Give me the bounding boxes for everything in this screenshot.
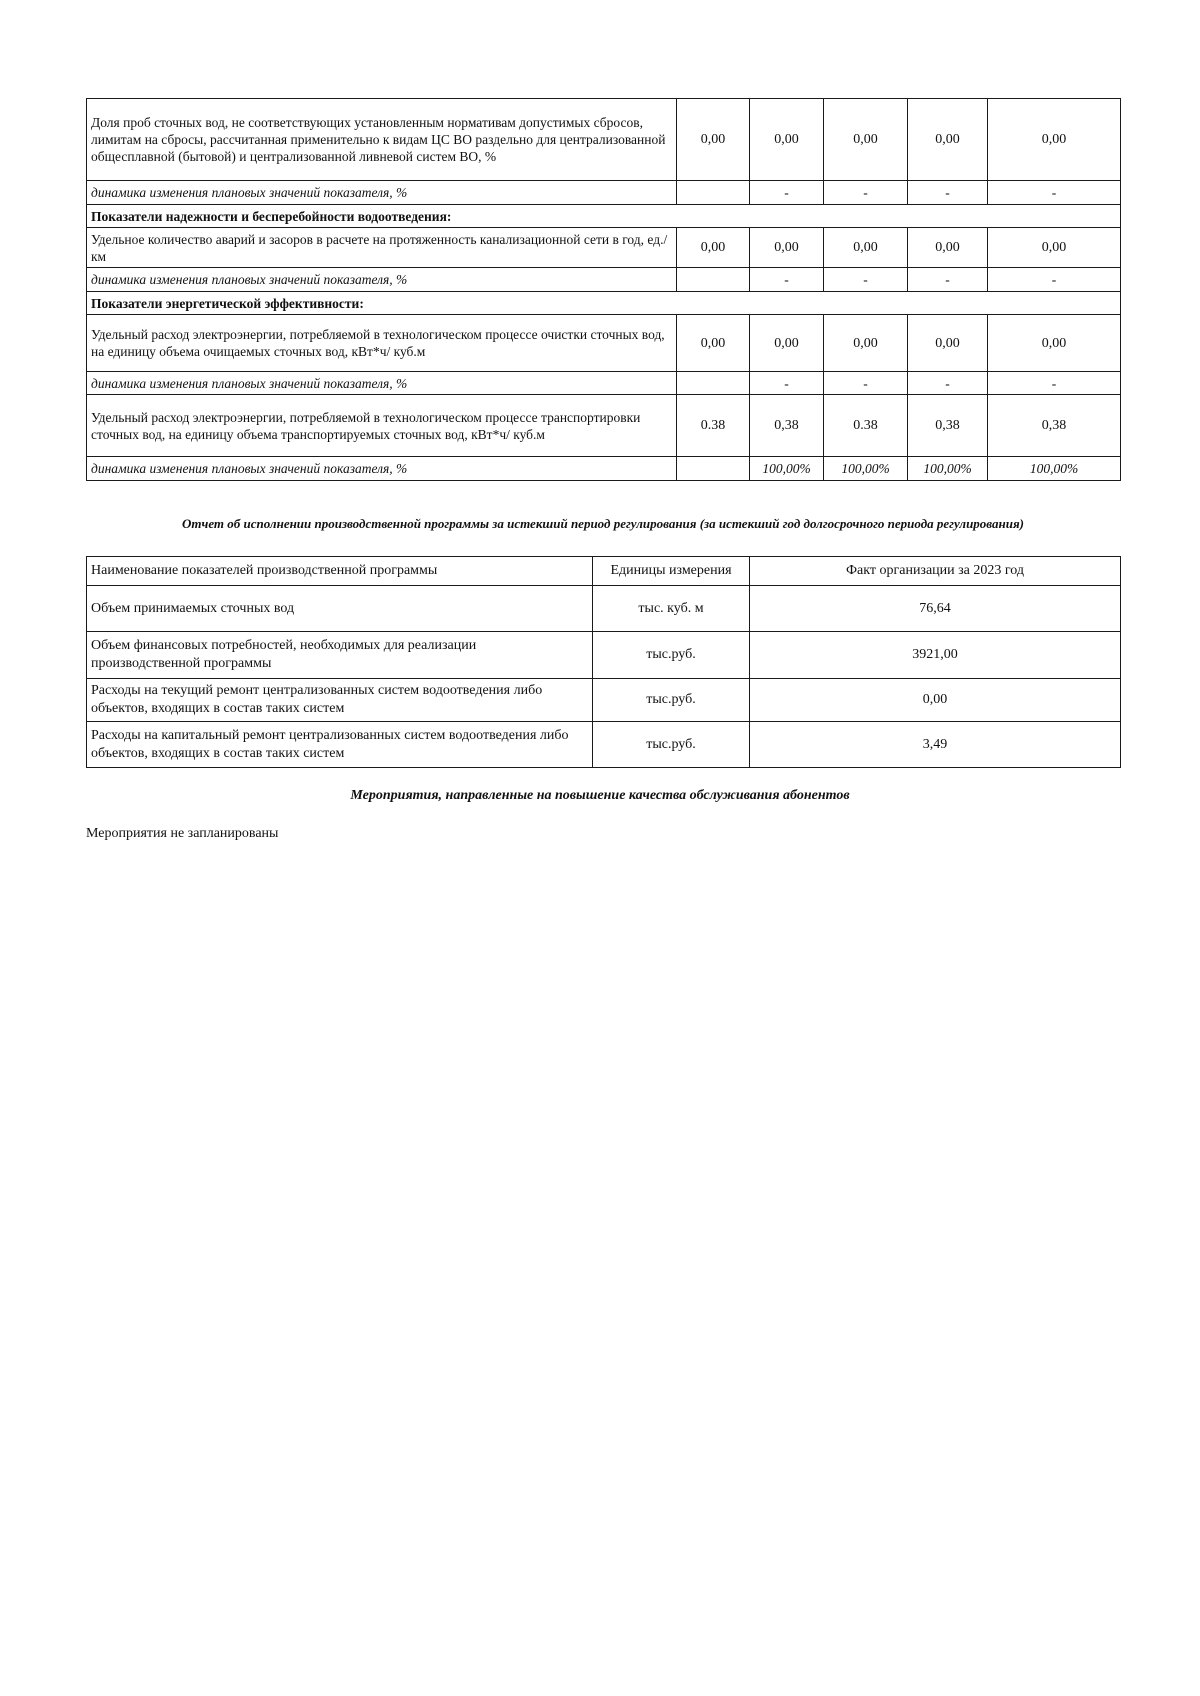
report-unit: тыс.руб.: [593, 632, 750, 679]
dynamics-value: 100,00%: [824, 457, 908, 481]
dynamics-value: [677, 181, 750, 205]
report-name: Объем принимаемых сточных вод: [87, 586, 593, 632]
dynamics-value: -: [908, 372, 988, 395]
indicator-value: 0,38: [988, 395, 1121, 457]
indicator-label: Удельное количество аварий и засоров в расчете на протяженность канализационной сети в год, ед./км: [87, 228, 677, 268]
indicator-value: 0,00: [750, 99, 824, 181]
report-name: Объем финансовых потребностей, необходимых для реализации производственной программы: [87, 632, 593, 679]
report-name: Расходы на текущий ремонт централизованных систем водоотведения либо объектов, входящих в состав таких систем: [87, 679, 593, 722]
dynamics-value: -: [988, 268, 1121, 292]
indicator-value: 0,00: [988, 228, 1121, 268]
section-header: Показатели надежности и бесперебойности водоотведения:: [87, 205, 1121, 228]
table-row: [87, 722, 1121, 768]
report-name: Расходы на капитальный ремонт централизованных систем водоотведения либо объектов, входящих в состав таких систем: [87, 722, 593, 768]
dynamics-value: -: [908, 268, 988, 292]
indicator-value: 0,00: [908, 315, 988, 372]
dynamics-value: [677, 268, 750, 292]
report-table: [86, 556, 1121, 768]
report-unit: тыс. куб. м: [593, 586, 750, 632]
indicator-label: Удельный расход электроэнергии, потребляемой в технологическом процессе очистки сточных вод, на единицу объема очищаемых сточных вод, кВт*ч/ куб.м: [87, 315, 677, 372]
report-value: 3,49: [750, 722, 1121, 768]
dynamics-label: динамика изменения плановых значений показателя, %: [87, 268, 677, 292]
report-unit: тыс.руб.: [593, 722, 750, 768]
indicators-table: [86, 98, 1121, 481]
dynamics-value: 100,00%: [988, 457, 1121, 481]
indicator-value: 0,00: [824, 99, 908, 181]
table-row: [87, 315, 1121, 372]
dynamics-value: -: [824, 181, 908, 205]
table-row: [87, 228, 1121, 268]
indicator-value: 0,38: [750, 395, 824, 457]
measures-title: Мероприятия, направленные на повышение качества обслуживания абонентов: [350, 788, 850, 803]
table-header-row: [87, 557, 1121, 586]
report-title: Отчет об исполнении производственной программы за истекший период регулирования (за истекший год долгосрочного периода регулирования): [182, 516, 1024, 531]
dynamics-label: динамика изменения плановых значений показателя, %: [87, 457, 677, 481]
indicator-value: 0.38: [824, 395, 908, 457]
dynamics-value: -: [750, 268, 824, 292]
report-value: 0,00: [750, 679, 1121, 722]
column-header: Наименование показателей производственной программы: [87, 557, 593, 586]
dynamics-value: -: [750, 372, 824, 395]
table-row: [87, 205, 1121, 228]
dynamics-value: -: [988, 181, 1121, 205]
report-unit: тыс.руб.: [593, 679, 750, 722]
indicator-value: 0,00: [988, 99, 1121, 181]
indicator-value: 0,38: [908, 395, 988, 457]
indicator-value: 0,00: [988, 315, 1121, 372]
indicator-value: 0,00: [908, 99, 988, 181]
dynamics-label: динамика изменения плановых значений показателя, %: [87, 372, 677, 395]
indicator-value: 0,00: [824, 228, 908, 268]
dynamics-value: 100,00%: [908, 457, 988, 481]
report-value: 3921,00: [750, 632, 1121, 679]
column-header: Факт организации за 2023 год: [750, 557, 1121, 586]
indicator-value: 0,00: [677, 99, 750, 181]
table-row: [87, 99, 1121, 181]
dynamics-value: -: [988, 372, 1121, 395]
indicator-label: Доля проб сточных вод, не соответствующих установленным нормативам допустимых сбросов, лимитам на сбросы, рассчитанная применительно к видам ЦС ВО раздельно для централизованной общесплавной (бытовой) и централизованной ливневой систем ВО, %: [87, 99, 677, 181]
column-header: Единицы измерения: [593, 557, 750, 586]
section-header: Показатели энергетической эффективности:: [87, 292, 1121, 315]
indicator-value: 0,00: [908, 228, 988, 268]
dynamics-label: динамика изменения плановых значений показателя, %: [87, 181, 677, 205]
dynamics-value: [677, 372, 750, 395]
indicator-label: Удельный расход электроэнергии, потребляемой в технологическом процессе транспортировки сточных вод, на единицу объема транспортируемых сточных вод, кВт*ч/ куб.м: [87, 395, 677, 457]
dynamics-value: [677, 457, 750, 481]
table-row: [87, 181, 1121, 205]
dynamics-value: -: [750, 181, 824, 205]
dynamics-value: -: [824, 372, 908, 395]
table-row: [87, 395, 1121, 457]
report-value: 76,64: [750, 586, 1121, 632]
table-row: [87, 268, 1121, 292]
table-row: [87, 632, 1121, 679]
table-row: [87, 292, 1121, 315]
indicator-value: 0,00: [824, 315, 908, 372]
table-row: [87, 586, 1121, 632]
dynamics-value: 100,00%: [750, 457, 824, 481]
dynamics-value: -: [824, 268, 908, 292]
table-row: [87, 372, 1121, 395]
indicator-value: 0,00: [677, 228, 750, 268]
table-row: [87, 457, 1121, 481]
table-row: [87, 679, 1121, 722]
indicator-value: 0,00: [677, 315, 750, 372]
indicator-value: 0.38: [677, 395, 750, 457]
dynamics-value: -: [908, 181, 988, 205]
measures-text: Мероприятия не запланированы: [86, 826, 279, 841]
indicator-value: 0,00: [750, 315, 824, 372]
indicator-value: 0,00: [750, 228, 824, 268]
